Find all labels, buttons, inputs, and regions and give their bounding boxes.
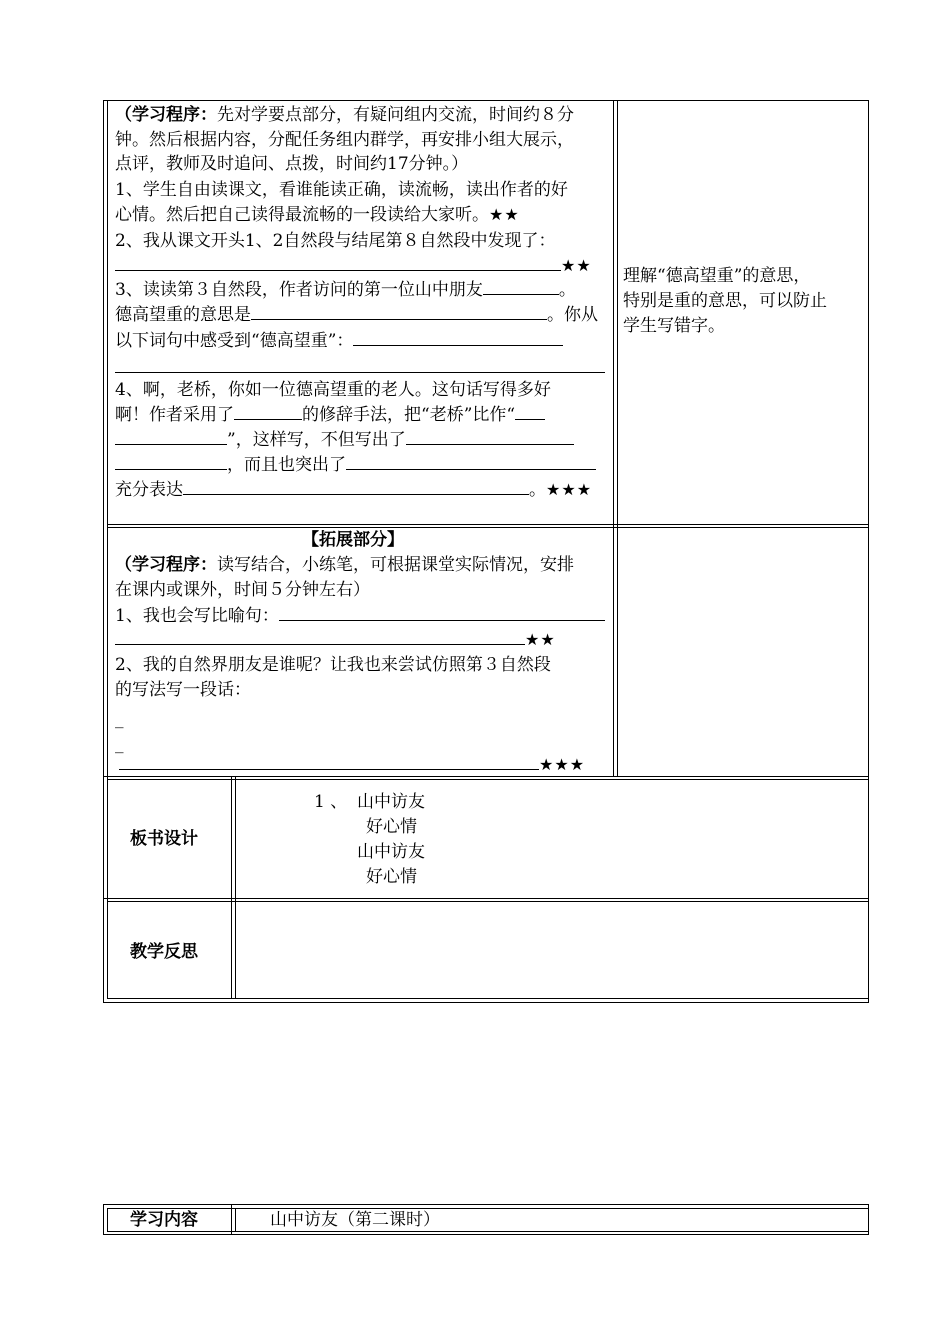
question-4-text-e: 充分表达: [115, 480, 183, 500]
extension-procedure-label: （学习程序：: [115, 555, 217, 575]
board-line-3: 山中访友: [357, 842, 425, 862]
question-4-text-b2: 的修辞手法，把“老桥”比作“: [302, 405, 516, 425]
question-3-end-a: 。: [558, 280, 576, 300]
answer-blank[interactable]: [515, 402, 545, 420]
question-3-end-b: 。你从: [547, 305, 598, 325]
question-3-line-2: [115, 302, 598, 327]
extension-q2-answer-line: [119, 752, 585, 777]
row-divider-1b: [107, 527, 869, 528]
answer-blank[interactable]: [115, 452, 227, 470]
question-4-line-1: 4、啊，老桥，你如一位德高望重的老人。这句话写得多好: [115, 380, 551, 400]
question-4-line-4: [115, 452, 596, 477]
answer-blank[interactable]: [251, 302, 547, 320]
bottom-label: 学习内容: [130, 1210, 198, 1230]
question-4-line-3: [115, 427, 574, 452]
row-divider-3b: [107, 901, 869, 902]
column-divider-2: [617, 100, 618, 777]
column-divider: [613, 100, 614, 777]
extension-q1: [115, 603, 605, 628]
question-4-text-d: ，而且也突出了: [227, 455, 346, 475]
question-3-line-3: [115, 328, 563, 353]
extension-q2-stars: ★★★: [539, 755, 586, 774]
question-1-line-1: 1、学生自由读课文，看谁能读正确，读流畅，读出作者的好: [115, 180, 568, 200]
answer-blank[interactable]: [234, 402, 302, 420]
note-line-2: 特别是重的意思，可以防止: [623, 291, 827, 311]
extension-procedure-text: 读写结合，小练笔，可根据课堂实际情况，安排: [217, 555, 574, 575]
question-4-stars: ★★★: [546, 480, 593, 499]
question-3-text-c: 以下词句中感受到“德高望重”：: [115, 331, 354, 351]
extension-q1-answer-line: [115, 627, 556, 652]
procedure-line-1: [115, 103, 574, 127]
answer-blank[interactable]: [183, 477, 529, 495]
question-3-text-a: 3、读读第３自然段，作者访问的第一位山中朋友: [115, 280, 483, 300]
question-4-line-2: [115, 402, 545, 427]
row-divider-3: [103, 898, 869, 899]
answer-blank[interactable]: [115, 253, 561, 271]
question-2: 2、我从课文开头1、2自然段与结尾第８自然段中发现了：: [115, 231, 556, 251]
question-4-text-b1: 啊！作者采用了: [115, 405, 234, 425]
bottom-inner-border: [107, 1208, 869, 1232]
question-4-end: 。: [529, 480, 546, 500]
procedure-label: （学习程序：: [115, 105, 217, 125]
note-line-3: 学生写错字。: [623, 316, 725, 336]
inner-left-lower: [107, 777, 108, 999]
answer-blank[interactable]: [119, 752, 539, 770]
inner-left-border: [107, 100, 108, 777]
question-2-stars: ★★: [561, 256, 592, 275]
extension-q1-text: 1、我也会写比喻句：: [115, 606, 279, 626]
row-divider-1: [107, 524, 869, 525]
answer-blank[interactable]: [346, 452, 596, 470]
inner-bottom-border: [107, 998, 869, 999]
row-divider-2b: [107, 779, 869, 780]
question-4-text-c: ”，这样写，不但写出了: [227, 430, 406, 450]
answer-blank[interactable]: [353, 328, 563, 346]
question-1-stars: ★★: [489, 205, 520, 224]
answer-blank[interactable]: [483, 277, 559, 295]
board-line-4: 好心情: [366, 867, 417, 887]
extension-title: 【拓展部分】: [302, 530, 404, 550]
board-number: 1 、: [314, 792, 348, 812]
bottom-divider-b: [235, 1208, 236, 1232]
question-3-line-1: [115, 277, 576, 302]
procedure-text: 先对学要点部分，有疑问组内交流，时间约８分: [217, 105, 574, 125]
board-label: 板书设计: [130, 829, 198, 849]
label-col-divider: [231, 777, 232, 999]
extension-q1-stars: ★★: [525, 630, 556, 649]
question-3-text-b: 德高望重的意思是: [115, 305, 251, 325]
reflection-label: 教学反思: [130, 942, 198, 962]
extension-procedure-line-1: [115, 553, 574, 577]
answer-blank[interactable]: [279, 603, 605, 621]
extension-q2-line-2: 的写法写一段话：: [115, 680, 251, 700]
extension-procedure-line-2: 在课内或课外，时间５分钟左右）: [115, 580, 370, 600]
answer-blank[interactable]: [406, 427, 574, 445]
bottom-divider: [231, 1204, 232, 1235]
answer-blank[interactable]: [115, 627, 525, 645]
writing-dash-1: _: [115, 709, 124, 729]
answer-blank-full[interactable]: [115, 372, 605, 373]
board-line-1: 山中访友: [357, 792, 425, 812]
note-line-1: 理解“德高望重”的意思，: [623, 266, 811, 286]
extension-q2-line-1: 2、我的自然界朋友是谁呢？让我也来尝试仿照第３自然段: [115, 655, 551, 675]
question-1-text: 心情。然后把自己读得最流畅的一段读给大家听。: [115, 205, 489, 225]
board-line-2: 好心情: [366, 817, 417, 837]
writing-dash-2: _: [115, 734, 124, 754]
answer-blank[interactable]: [115, 427, 227, 445]
label-col-divider-b: [235, 777, 236, 999]
question-4-line-5: [115, 477, 592, 502]
question-1-line-2: [115, 203, 520, 227]
bottom-value: 山中访友（第二课时）: [270, 1210, 440, 1230]
procedure-line-3: 点评，教师及时追问、点拨，时间约17分钟。）: [115, 154, 469, 174]
procedure-line-2: 钟。然后根据内容，分配任务组内群学，再安排小组大展示，: [115, 130, 574, 150]
question-2-answer-line: [115, 253, 592, 278]
